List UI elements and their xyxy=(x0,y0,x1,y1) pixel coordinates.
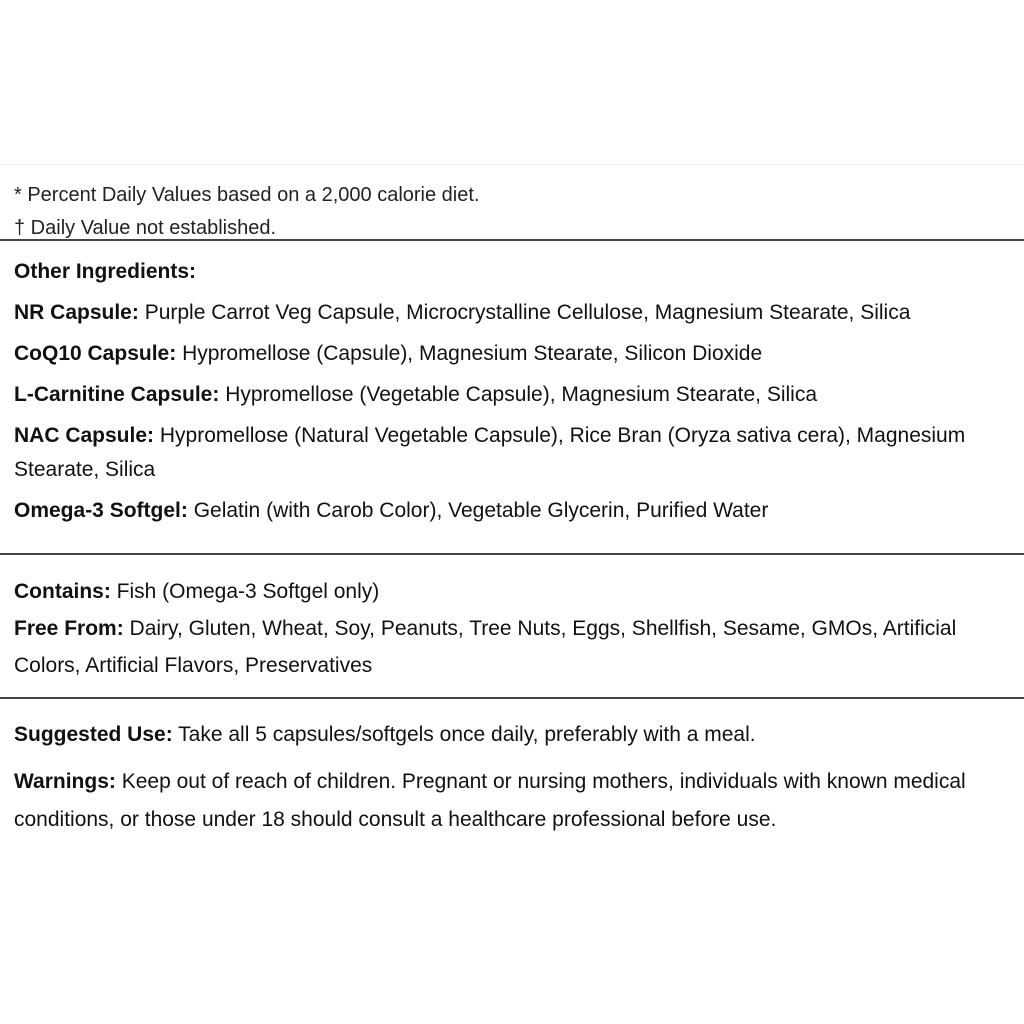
warnings-row xyxy=(14,763,1010,839)
free-from-row xyxy=(14,610,1010,684)
contains-label: Contains: xyxy=(14,580,111,603)
free-from-text: Dairy, Gluten, Wheat, Soy, Peanuts, Tree Nuts, Eggs, Shellfish, Sesame, GMOs, Artificial Colors, Artificial Flavors, Preservatives xyxy=(14,617,957,677)
suggested-use-text: Take all 5 capsules/softgels once daily, preferably with a meal. xyxy=(178,723,756,746)
ingredient-row-coq10 xyxy=(14,337,1010,371)
ingredient-row-omega-3 xyxy=(14,494,1010,528)
suggested-use-label: Suggested Use: xyxy=(14,723,173,746)
ingredient-text: Gelatin (with Carob Color), Vegetable Glycerin, Purified Water xyxy=(193,499,769,522)
usage-section xyxy=(0,699,1024,839)
ingredient-text: Purple Carrot Veg Capsule, Microcrystalline Cellulose, Magnesium Stearate, Silica xyxy=(144,301,911,324)
ingredient-name: Omega-3 Softgel: xyxy=(14,499,188,522)
ingredient-name: L-Carnitine Capsule: xyxy=(14,383,220,406)
contains-row xyxy=(14,573,1010,610)
ingredient-row-nac xyxy=(14,419,1010,487)
percent-daily-value-note: * Percent Daily Values based on a 2,000 calorie diet. xyxy=(14,184,480,206)
ingredient-text: Hypromellose (Natural Vegetable Capsule), Rice Bran (Oryza sativa cera), Magnesium Stearate, Silica xyxy=(14,424,966,481)
supplement-label-panel xyxy=(0,164,1024,849)
ingredient-text: Hypromellose (Capsule), Magnesium Stearate, Silicon Dioxide xyxy=(182,342,763,365)
other-ingredients-heading: Other Ingredients: xyxy=(14,260,197,283)
ingredient-row-nr xyxy=(14,296,1010,330)
daily-value-not-established-note: † Daily Value not established. xyxy=(14,217,277,239)
allergen-section xyxy=(0,555,1024,697)
suggested-use-row xyxy=(14,717,1010,753)
ingredient-name: CoQ10 Capsule: xyxy=(14,342,177,365)
other-ingredients-section xyxy=(0,241,1024,553)
ingredient-name: NR Capsule: xyxy=(14,301,139,324)
contains-text: Fish (Omega-3 Softgel only) xyxy=(116,580,380,603)
free-from-label: Free From: xyxy=(14,617,124,640)
footnotes-section xyxy=(0,165,1024,239)
warnings-label: Warnings: xyxy=(14,770,116,793)
ingredient-row-l-carnitine xyxy=(14,378,1010,412)
ingredient-text: Hypromellose (Vegetable Capsule), Magnesium Stearate, Silica xyxy=(225,383,817,406)
ingredient-name: NAC Capsule: xyxy=(14,424,155,447)
warnings-text: Keep out of reach of children. Pregnant or nursing mothers, individuals with known medical conditions, or those under 18 should consult a healthcare professional before use. xyxy=(14,770,966,831)
